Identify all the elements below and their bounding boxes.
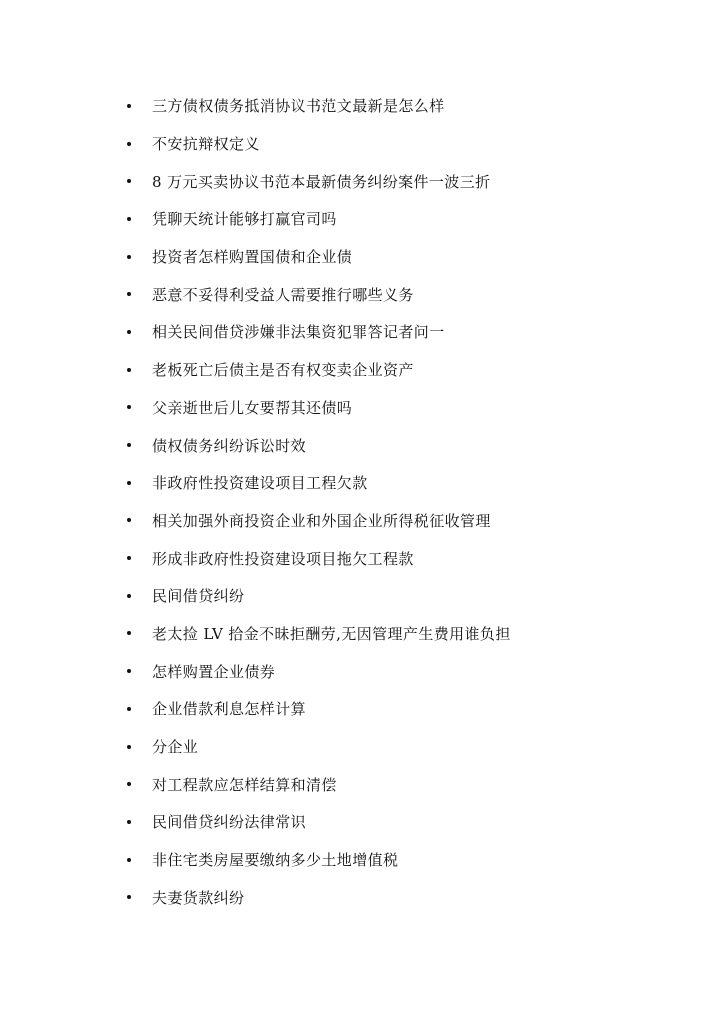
bullet-icon (127, 330, 131, 334)
list-item-text: 老板死亡后债主是否有权变卖企业资产 (152, 361, 414, 380)
list-item-text: 父亲逝世后儿女要帮其还债吗 (152, 398, 353, 417)
bullet-icon (127, 631, 131, 635)
bullet-icon (127, 745, 131, 749)
list-item-text: 凭聊天统计能够打赢官司吗 (152, 210, 337, 229)
bullet-icon (127, 142, 131, 146)
list-item-text: 投资者怎样购置国债和企业债 (152, 248, 353, 267)
list-item-text: 怎样购置企业债券 (152, 662, 276, 681)
list-item-text: 夫妻货款纠纷 (152, 888, 245, 907)
list-item-text: 三方债权债务抵消协议书范文最新是怎么样 (152, 97, 445, 116)
bullet-icon (127, 895, 131, 899)
bullet-icon (127, 707, 131, 711)
bullet-icon (127, 858, 131, 862)
bullet-icon (127, 217, 131, 221)
list-item-text: 不安抗辩权定义 (152, 135, 260, 154)
bullet-icon (127, 443, 131, 447)
bullet-icon (127, 518, 131, 522)
list-item-text: 老太捡 LV 拾金不昧拒酬劳,无因管理产生费用谁负担 (152, 624, 511, 643)
bullet-icon (127, 669, 131, 673)
list-item-text: 相关加强外商投资企业和外国企业所得税征收管理 (152, 511, 491, 530)
bullet-icon (127, 594, 131, 598)
bullet-icon (127, 179, 131, 183)
bullet-icon (127, 292, 131, 296)
bullet-icon (127, 481, 131, 485)
list-item-text: 债权债务纠纷诉讼时效 (152, 436, 307, 455)
list-item-text: 民间借贷纠纷 (152, 587, 245, 606)
bullet-icon (127, 820, 131, 824)
bullet-icon (127, 368, 131, 372)
list-item-text: 非政府性投资建设项目工程欠款 (152, 474, 368, 493)
bullet-icon (127, 255, 131, 259)
list-item-text: 非住宅类房屋要缴纳多少土地增值税 (152, 851, 399, 870)
bullet-icon (127, 104, 131, 108)
list-item-text: 相关民间借贷涉嫌非法集资犯罪答记者问一 (152, 323, 445, 342)
list-item-text: 对工程款应怎样结算和清偿 (152, 775, 337, 794)
list-item-text: 民间借贷纠纷法律常识 (152, 813, 307, 832)
bullet-icon (127, 556, 131, 560)
list-item-text: 分企业 (152, 738, 199, 757)
list-item-text: 8 万元买卖协议书范本最新债务纠纷案件一波三折 (152, 172, 491, 191)
list-item-text: 形成非政府性投资建设项目拖欠工程款 (152, 549, 414, 568)
bullet-icon (127, 782, 131, 786)
list-item-text: 恶意不妥得利受益人需要推行哪些义务 (152, 285, 414, 304)
list-item-text: 企业借款利息怎样计算 (152, 700, 307, 719)
bullet-icon (127, 405, 131, 409)
